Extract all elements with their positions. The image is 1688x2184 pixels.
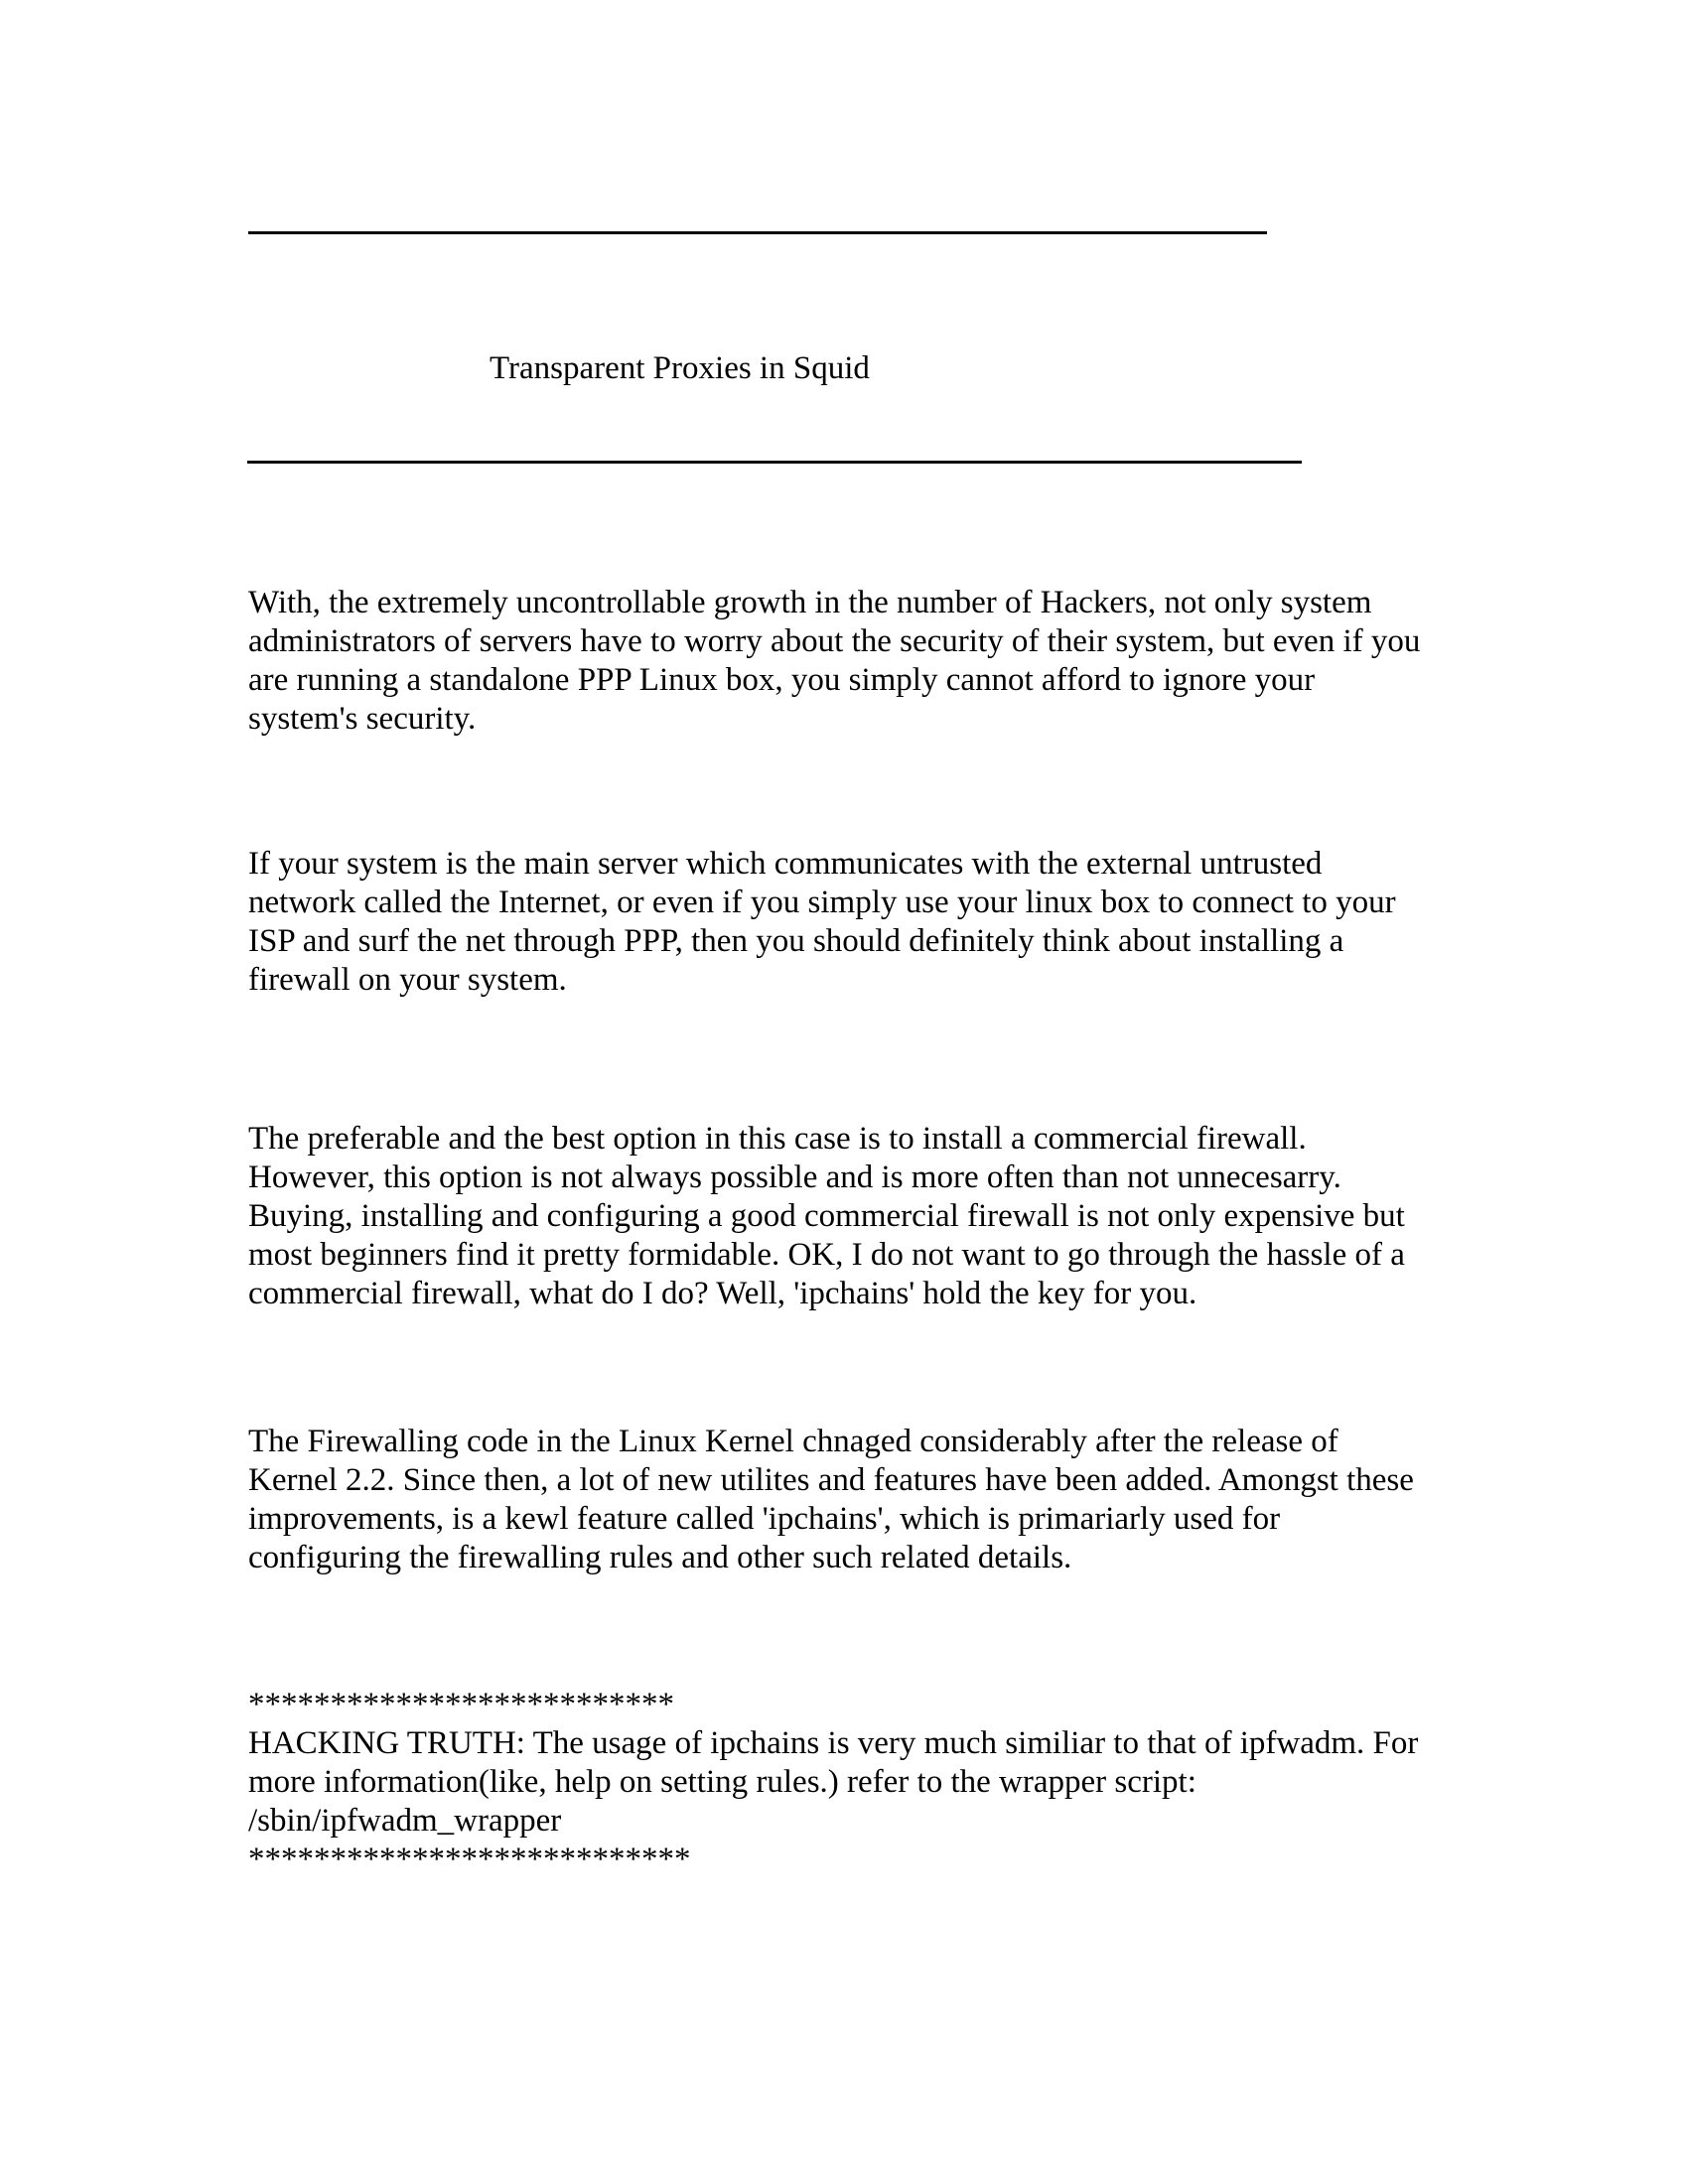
hacking-truth-note <box>248 1686 1539 1879</box>
paragraph-main-server: If your system is the main server which communicates with the external untrusted network called the Internet, or even if you simply use your linux box to connect to your ISP and surf the net through PPP, then you should definitely think about installing a firewall on your system. <box>248 846 1396 998</box>
paragraph-intro-hackers: With, the extremely uncontrollable growth in the number of Hackers, not only system administrators of servers have to worry about the security of their system, but even if you are running a standalone PPP Linux box, you simply cannot afford to ignore your system's security. <box>248 585 1421 737</box>
asterisk-divider-top: ************************** <box>248 1687 674 1722</box>
horizontal-rule-bottom <box>247 461 1302 464</box>
horizontal-rule-top <box>248 231 1267 234</box>
paragraph-commercial-firewall: The preferable and the best option in this case is to install a commercial firewall. However, this option is not always possible and is more often than not unnecesarry. Buying, installing and configuring a good commercial firewall is not only expensive but most beginners find it pretty formidable. OK, I do not want to go through the hassle of a commercial firewall, what do I do? Well, 'ipchains' hold the key for you. <box>248 1121 1405 1311</box>
document-title: Transparent Proxies in Squid <box>490 350 870 386</box>
paragraph-firewalling-code: The Firewalling code in the Linux Kernel chnaged considerably after the release of Kernel 2.2. Since then, a lot of new utilites and features have been added. Amongst these improvements, is a kewl feature called 'ipchains', which is primariarly used for configuring the firewalling rules and other such related details. <box>248 1424 1414 1575</box>
hacking-truth-text: HACKING TRUTH: The usage of ipchains is very much similiar to that of ipfwadm. For more information(like, help on setting rules.) refer to the wrapper script: /sbin/ipfwadm_wrapper <box>248 1725 1419 1839</box>
asterisk-divider-bottom: *************************** <box>248 1842 691 1877</box>
